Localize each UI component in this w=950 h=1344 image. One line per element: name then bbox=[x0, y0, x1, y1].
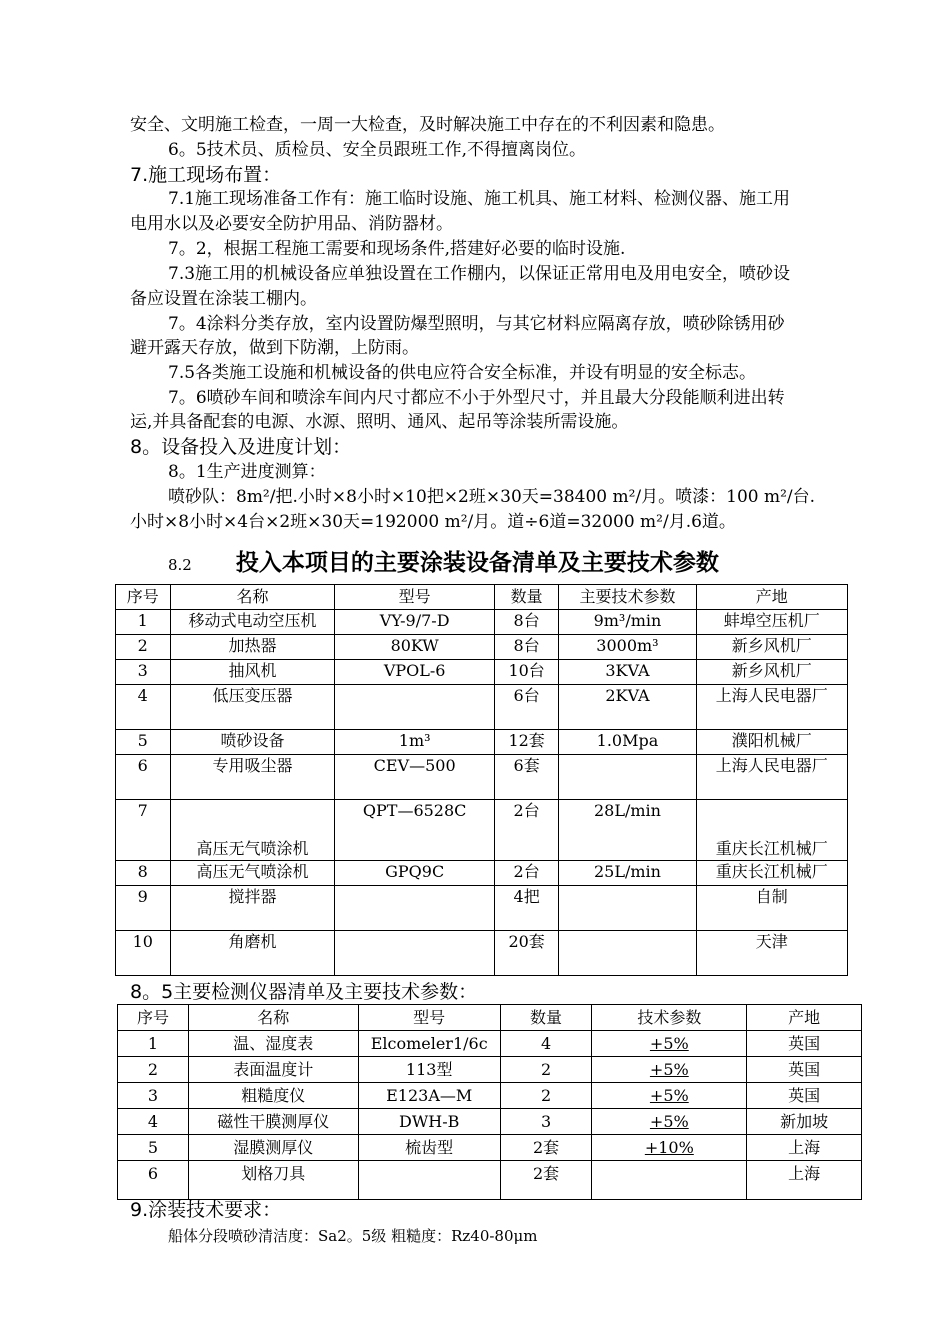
cell-origin: 英国 bbox=[747, 1031, 862, 1057]
cell-model: VPOL-6 bbox=[335, 660, 494, 685]
cell-model: 1m³ bbox=[335, 730, 494, 755]
paragraph-line: 安全、文明施工检查，一周一大检查，及时解决施工中存在的不利因素和隐患。 bbox=[130, 115, 725, 135]
cell-origin: 新乡风机厂 bbox=[696, 635, 847, 660]
section-heading-8: 8。设备投入及进度计划： bbox=[130, 436, 352, 458]
paragraph-line: 7.3施工用的机械设备应单独设置在工作棚内，以保证正常用电及用电安全，喷砂设 bbox=[168, 264, 791, 284]
paragraph-line: 备应设置在涂装工棚内。 bbox=[130, 289, 317, 309]
cell-no: 10 bbox=[116, 931, 171, 976]
table-header-row bbox=[118, 1005, 862, 1031]
cell-qty: 2套 bbox=[500, 1135, 592, 1161]
cell-origin: 上海 bbox=[747, 1161, 862, 1200]
cell-qty: 2 bbox=[500, 1083, 592, 1109]
cell-qty: 6套 bbox=[494, 755, 559, 800]
table-row bbox=[116, 861, 848, 886]
equipment-table bbox=[115, 584, 848, 976]
table-row bbox=[116, 610, 848, 635]
cell-qty: 2台 bbox=[494, 800, 559, 861]
cell-param: +5% bbox=[592, 1083, 747, 1109]
cell-param: 9m³/min bbox=[559, 610, 696, 635]
cell-name: 喷砂设备 bbox=[170, 730, 335, 755]
cell-no: 3 bbox=[118, 1083, 189, 1109]
cell-no: 2 bbox=[118, 1057, 189, 1083]
cell-no: 8 bbox=[116, 861, 171, 886]
paragraph-line: 电用水以及必要安全防护用品、消防器材。 bbox=[130, 214, 453, 234]
header-cell: 序号 bbox=[116, 585, 171, 610]
cell-origin: 英国 bbox=[747, 1083, 862, 1109]
header-cell: 产地 bbox=[696, 585, 847, 610]
cell-name: 高压无气喷涂机 bbox=[170, 800, 335, 861]
cell-origin: 上海人民电器厂 bbox=[696, 755, 847, 800]
paragraph-line: 7.5各类施工设施和机械设备的供电应符合安全标准，并设有明显的安全标志。 bbox=[168, 363, 757, 383]
cell-param: +5% bbox=[592, 1057, 747, 1083]
header-cell: 技术参数 bbox=[592, 1005, 747, 1031]
cell-qty: 3 bbox=[500, 1109, 592, 1135]
cell-param: 3000m³ bbox=[559, 635, 696, 660]
cell-model: DWH-B bbox=[358, 1109, 500, 1135]
cell-origin: 新乡风机厂 bbox=[696, 660, 847, 685]
cell-no: 6 bbox=[118, 1161, 189, 1200]
cell-qty: 2 bbox=[500, 1057, 592, 1083]
cell-param: +5% bbox=[592, 1031, 747, 1057]
paragraph-line: 6。5技术员、质检员、安全员跟班工作,不得擅离岗位。 bbox=[168, 140, 587, 160]
cell-model: CEV—500 bbox=[335, 755, 494, 800]
equipment-table-title bbox=[168, 544, 888, 577]
paragraph-line: 运,并具备配套的电源、水源、照明、通风、起吊等涂装所需设施。 bbox=[130, 412, 629, 432]
cell-origin: 自制 bbox=[696, 886, 847, 931]
cell-no: 7 bbox=[116, 800, 171, 861]
section-heading-7: 7.施工现场布置： bbox=[130, 164, 282, 186]
section-heading-8-5: 8。5主要检测仪器清单及主要技术参数： bbox=[130, 981, 478, 1003]
cell-origin: 上海人民电器厂 bbox=[696, 685, 847, 730]
paragraph-line: 船体分段喷砂清洁度：Sa2。5级 粗糙度：Rz40-80μm bbox=[168, 1227, 538, 1245]
cell-name: 磁性干膜测厚仪 bbox=[188, 1109, 358, 1135]
cell-qty: 2台 bbox=[494, 861, 559, 886]
header-cell: 型号 bbox=[358, 1005, 500, 1031]
cell-no: 5 bbox=[118, 1135, 189, 1161]
cell-name: 低压变压器 bbox=[170, 685, 335, 730]
header-cell: 产地 bbox=[747, 1005, 862, 1031]
cell-name: 温、湿度表 bbox=[188, 1031, 358, 1057]
cell-name: 角磨机 bbox=[170, 931, 335, 976]
table-row bbox=[118, 1031, 862, 1057]
title-text: 投入本项目的主要涂装设备清单及主要技术参数 bbox=[235, 550, 719, 576]
header-cell: 数量 bbox=[500, 1005, 592, 1031]
table-row bbox=[116, 800, 848, 861]
cell-no: 9 bbox=[116, 886, 171, 931]
cell-no: 5 bbox=[116, 730, 171, 755]
cell-model: VY-9/7-D bbox=[335, 610, 494, 635]
cell-param: 3KVA bbox=[559, 660, 696, 685]
cell-param bbox=[559, 886, 696, 931]
cell-no: 6 bbox=[116, 755, 171, 800]
cell-qty: 20套 bbox=[494, 931, 559, 976]
cell-no: 1 bbox=[118, 1031, 189, 1057]
cell-qty: 6台 bbox=[494, 685, 559, 730]
header-cell: 名称 bbox=[188, 1005, 358, 1031]
cell-name: 搅拌器 bbox=[170, 886, 335, 931]
table-row bbox=[118, 1057, 862, 1083]
cell-origin: 新加坡 bbox=[747, 1109, 862, 1135]
cell-param: 28L/min bbox=[559, 800, 696, 861]
cell-param bbox=[559, 931, 696, 976]
cell-name: 表面温度计 bbox=[188, 1057, 358, 1083]
cell-origin: 濮阳机械厂 bbox=[696, 730, 847, 755]
cell-origin: 重庆长江机械厂 bbox=[696, 861, 847, 886]
cell-model: E123A—M bbox=[358, 1083, 500, 1109]
header-cell: 型号 bbox=[335, 585, 494, 610]
cell-name: 专用吸尘器 bbox=[170, 755, 335, 800]
cell-name: 划格刀具 bbox=[188, 1161, 358, 1200]
cell-name: 抽风机 bbox=[170, 660, 335, 685]
cell-model: 梳齿型 bbox=[358, 1135, 500, 1161]
cell-model bbox=[358, 1161, 500, 1200]
header-cell: 名称 bbox=[170, 585, 335, 610]
table-row bbox=[118, 1135, 862, 1161]
section-heading-9: 9.涂装技术要求： bbox=[130, 1199, 282, 1221]
cell-name: 粗糙度仪 bbox=[188, 1083, 358, 1109]
cell-no: 3 bbox=[116, 660, 171, 685]
cell-origin: 重庆长江机械厂 bbox=[696, 800, 847, 861]
table-row bbox=[116, 755, 848, 800]
cell-origin: 天津 bbox=[696, 931, 847, 976]
cell-param: 25L/min bbox=[559, 861, 696, 886]
cell-qty: 4 bbox=[500, 1031, 592, 1057]
paragraph-line: 7。4涂料分类存放，室内设置防爆型照明，与其它材料应隔离存放，喷砂除锈用砂 bbox=[168, 314, 785, 334]
instrument-table bbox=[117, 1004, 862, 1200]
header-cell: 主要技术参数 bbox=[559, 585, 696, 610]
table-row bbox=[116, 886, 848, 931]
cell-no: 2 bbox=[116, 635, 171, 660]
table-header-row bbox=[116, 585, 848, 610]
cell-origin: 英国 bbox=[747, 1057, 862, 1083]
cell-qty: 12套 bbox=[494, 730, 559, 755]
table-row bbox=[116, 635, 848, 660]
table-row bbox=[116, 730, 848, 755]
cell-qty: 4把 bbox=[494, 886, 559, 931]
cell-model bbox=[335, 886, 494, 931]
header-cell: 数量 bbox=[494, 585, 559, 610]
cell-origin: 蚌埠空压机厂 bbox=[696, 610, 847, 635]
paragraph-line: 喷砂队：8m²/把.小时×8小时×10把×2班×30天=38400 m²/月。喷漆：100 m²/台. bbox=[168, 487, 816, 507]
cell-param: 1.0Mpa bbox=[559, 730, 696, 755]
cell-param bbox=[592, 1161, 747, 1200]
cell-param: 2KVA bbox=[559, 685, 696, 730]
cell-model bbox=[335, 685, 494, 730]
cell-qty: 8台 bbox=[494, 635, 559, 660]
paragraph-line: 7.1施工现场准备工作有：施工临时设施、施工机具、施工材料、检测仪器、施工用 bbox=[168, 189, 791, 209]
paragraph-line: 8。1生产进度测算： bbox=[168, 462, 326, 482]
cell-param: +10% bbox=[592, 1135, 747, 1161]
cell-no: 4 bbox=[118, 1109, 189, 1135]
cell-origin: 上海 bbox=[747, 1135, 862, 1161]
paragraph-line: 7。2，根据工程施工需要和现场条件,搭建好必要的临时设施. bbox=[168, 239, 626, 259]
paragraph-line: 避开露天存放，做到下防潮，上防雨。 bbox=[130, 338, 419, 358]
table-row bbox=[118, 1109, 862, 1135]
cell-name: 加热器 bbox=[170, 635, 335, 660]
table-row bbox=[118, 1161, 862, 1200]
table-row bbox=[118, 1083, 862, 1109]
cell-qty: 8台 bbox=[494, 610, 559, 635]
cell-param bbox=[559, 755, 696, 800]
cell-model: 80KW bbox=[335, 635, 494, 660]
cell-model: QPT—6528C bbox=[335, 800, 494, 861]
cell-name: 移动式电动空压机 bbox=[170, 610, 335, 635]
cell-model bbox=[335, 931, 494, 976]
cell-model: GPQ9C bbox=[335, 861, 494, 886]
cell-param: +5% bbox=[592, 1109, 747, 1135]
paragraph-line: 小时×8小时×4台×2班×30天=192000 m²/月。道÷6道=32000 m²/月.6道。 bbox=[130, 512, 736, 532]
table-row bbox=[116, 685, 848, 730]
cell-no: 1 bbox=[116, 610, 171, 635]
cell-name: 高压无气喷涂机 bbox=[170, 861, 335, 886]
cell-name: 湿膜测厚仪 bbox=[188, 1135, 358, 1161]
cell-model: 113型 bbox=[358, 1057, 500, 1083]
title-number: 8.2 bbox=[168, 556, 192, 574]
header-cell: 序号 bbox=[118, 1005, 189, 1031]
cell-model: Elcomeler1/6c bbox=[358, 1031, 500, 1057]
table-row bbox=[116, 660, 848, 685]
cell-no: 4 bbox=[116, 685, 171, 730]
paragraph-line: 7。6喷砂车间和喷涂车间内尺寸都应不小于外型尺寸，并且最大分段能顺利进出转 bbox=[168, 388, 785, 408]
table-row bbox=[116, 931, 848, 976]
cell-qty: 2套 bbox=[500, 1161, 592, 1200]
cell-qty: 10台 bbox=[494, 660, 559, 685]
